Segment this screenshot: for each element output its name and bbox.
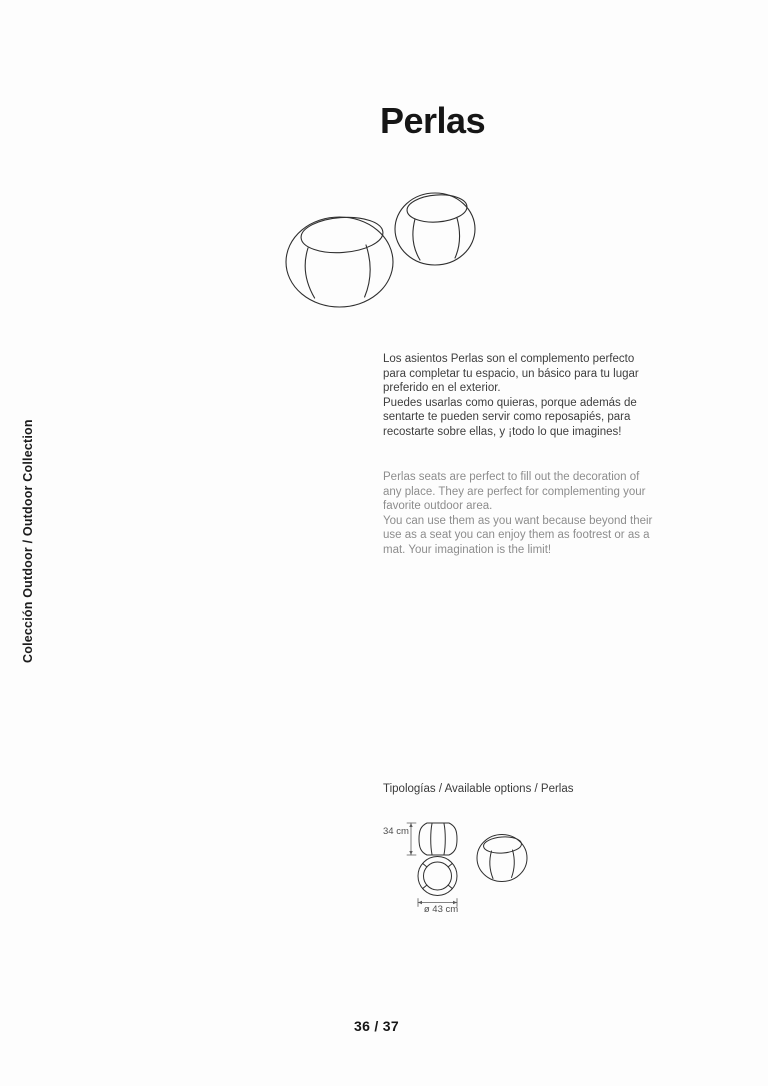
top-view-drawing	[418, 857, 457, 896]
side-view-drawing	[419, 823, 457, 855]
pouf-large-drawing	[286, 215, 393, 307]
page-title: Perlas	[380, 100, 486, 141]
pouf-small-drawing	[395, 193, 475, 265]
height-dimension-label: 34 cm	[383, 826, 409, 837]
collection-sidebar-label: Colección Outdoor / Outdoor Collection	[21, 419, 35, 663]
description-english: Perlas seats are perfect to fill out the decoration of any place. They are perfect for complementing your favorite outdoor area. You can use them as you want because beyond their use as a seat you can enjoy them as footrest or as a mat. Your imagination is the limit!	[383, 471, 653, 556]
options-heading: Tipologías / Available options / Perlas	[383, 783, 574, 795]
page-number: 36 / 37	[354, 1018, 399, 1034]
description-spanish: Los asientos Perlas son el complemento perfecto para completar tu espacio, un básico para tu lugar preferido en el exterior. Puedes usarlas como quieras, porque además de sentarte te pueden servir como reposapiés, para recostarte sobre ellas, y ¡todo lo que imagines!	[383, 353, 639, 438]
perlas-poufs-illustration	[283, 190, 493, 312]
diameter-dimension-label: ø 43 cm	[423, 904, 459, 915]
perspective-view-drawing	[477, 835, 527, 882]
